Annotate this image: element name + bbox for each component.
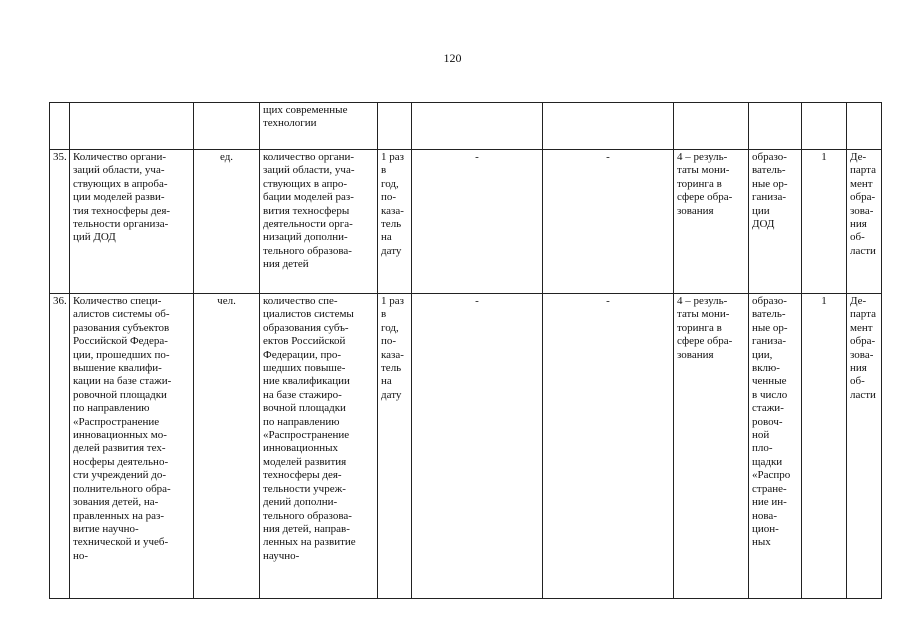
cell-respondents: образо- ватель- ные ор- ганиза- ции, вклю- ченные в число стажи- ровоч- ной пло- щадки «Распро стране- ние ин- нова- цион- ных xyxy=(749,294,802,599)
cell-definition: количество спе- циалистов системы образования субъ- ектов Российской Федерации, про- шедших повыше- ние квалификации на базе стажиро- вочной площадки по направлению «Распространение инновационных моделей развития техносферы дея- тельности учреж- дений дополни- тельного образова- ния детей, направ- ленных на развитие научно- xyxy=(260,294,378,599)
indicator-table xyxy=(49,102,882,599)
cell-respondents: образо- ватель- ные ор- ганиза- ции ДОД xyxy=(749,150,802,294)
cell-num xyxy=(50,103,70,150)
cell-name xyxy=(70,103,194,150)
cell-responsible xyxy=(847,103,882,150)
cell-period xyxy=(378,103,412,150)
cell-col7 xyxy=(543,103,674,150)
cell-col7: - xyxy=(543,150,674,294)
cell-num: 36. xyxy=(50,294,70,599)
cell-unit: ед. xyxy=(194,150,260,294)
table-row xyxy=(50,150,882,294)
cell-unit: чел. xyxy=(194,294,260,599)
cell-respondents xyxy=(749,103,802,150)
cell-value xyxy=(802,103,847,150)
cell-responsible: Де- парта мент обра- зова- ния об- ласти xyxy=(847,294,882,599)
cell-unit xyxy=(194,103,260,150)
cell-value: 1 xyxy=(802,294,847,599)
cell-col6: - xyxy=(412,150,543,294)
cell-col6: - xyxy=(412,294,543,599)
cell-num: 35. xyxy=(50,150,70,294)
cell-name: Количество органи- заций области, уча- ствующих в апроба- ции моделей разви- тия техносферы дея- тельности организа- ций ДОД xyxy=(70,150,194,294)
cell-period: 1 раз в год, по- каза- тель на дату xyxy=(378,150,412,294)
cell-col6 xyxy=(412,103,543,150)
cell-value: 1 xyxy=(802,150,847,294)
cell-source: 4 – резуль- таты мони- торинга в сфере обра- зования xyxy=(674,150,749,294)
cell-col7: - xyxy=(543,294,674,599)
table-row xyxy=(50,294,882,599)
cell-responsible: Де- парта мент обра- зова- ния об- ласти xyxy=(847,150,882,294)
cell-period: 1 раз в год, по- каза- тель на дату xyxy=(378,294,412,599)
cell-definition: щих современные технологии xyxy=(260,103,378,150)
page-number: 120 xyxy=(443,51,462,65)
cell-name: Количество специ- алистов системы об- разования субъектов Российской Федера- ции, прошедших по- вышение квалифи- кации на базе стажи- ровочной площадки по направлению «Распространение инновационных мо- делей развития тех- носферы деятельно- сти учреждений до- полнительного обра- зования детей, на- правленных на раз- витие научно- технической и учеб- но- xyxy=(70,294,194,599)
cell-definition: количество органи- заций области, уча- ствующих в апро- бации моделей раз- вития техносферы деятельности орга- низаций дополни- тельного образова- ния детей xyxy=(260,150,378,294)
cell-source xyxy=(674,103,749,150)
cell-source: 4 – резуль- таты мони- торинга в сфере обра- зования xyxy=(674,294,749,599)
table-row xyxy=(50,103,882,150)
